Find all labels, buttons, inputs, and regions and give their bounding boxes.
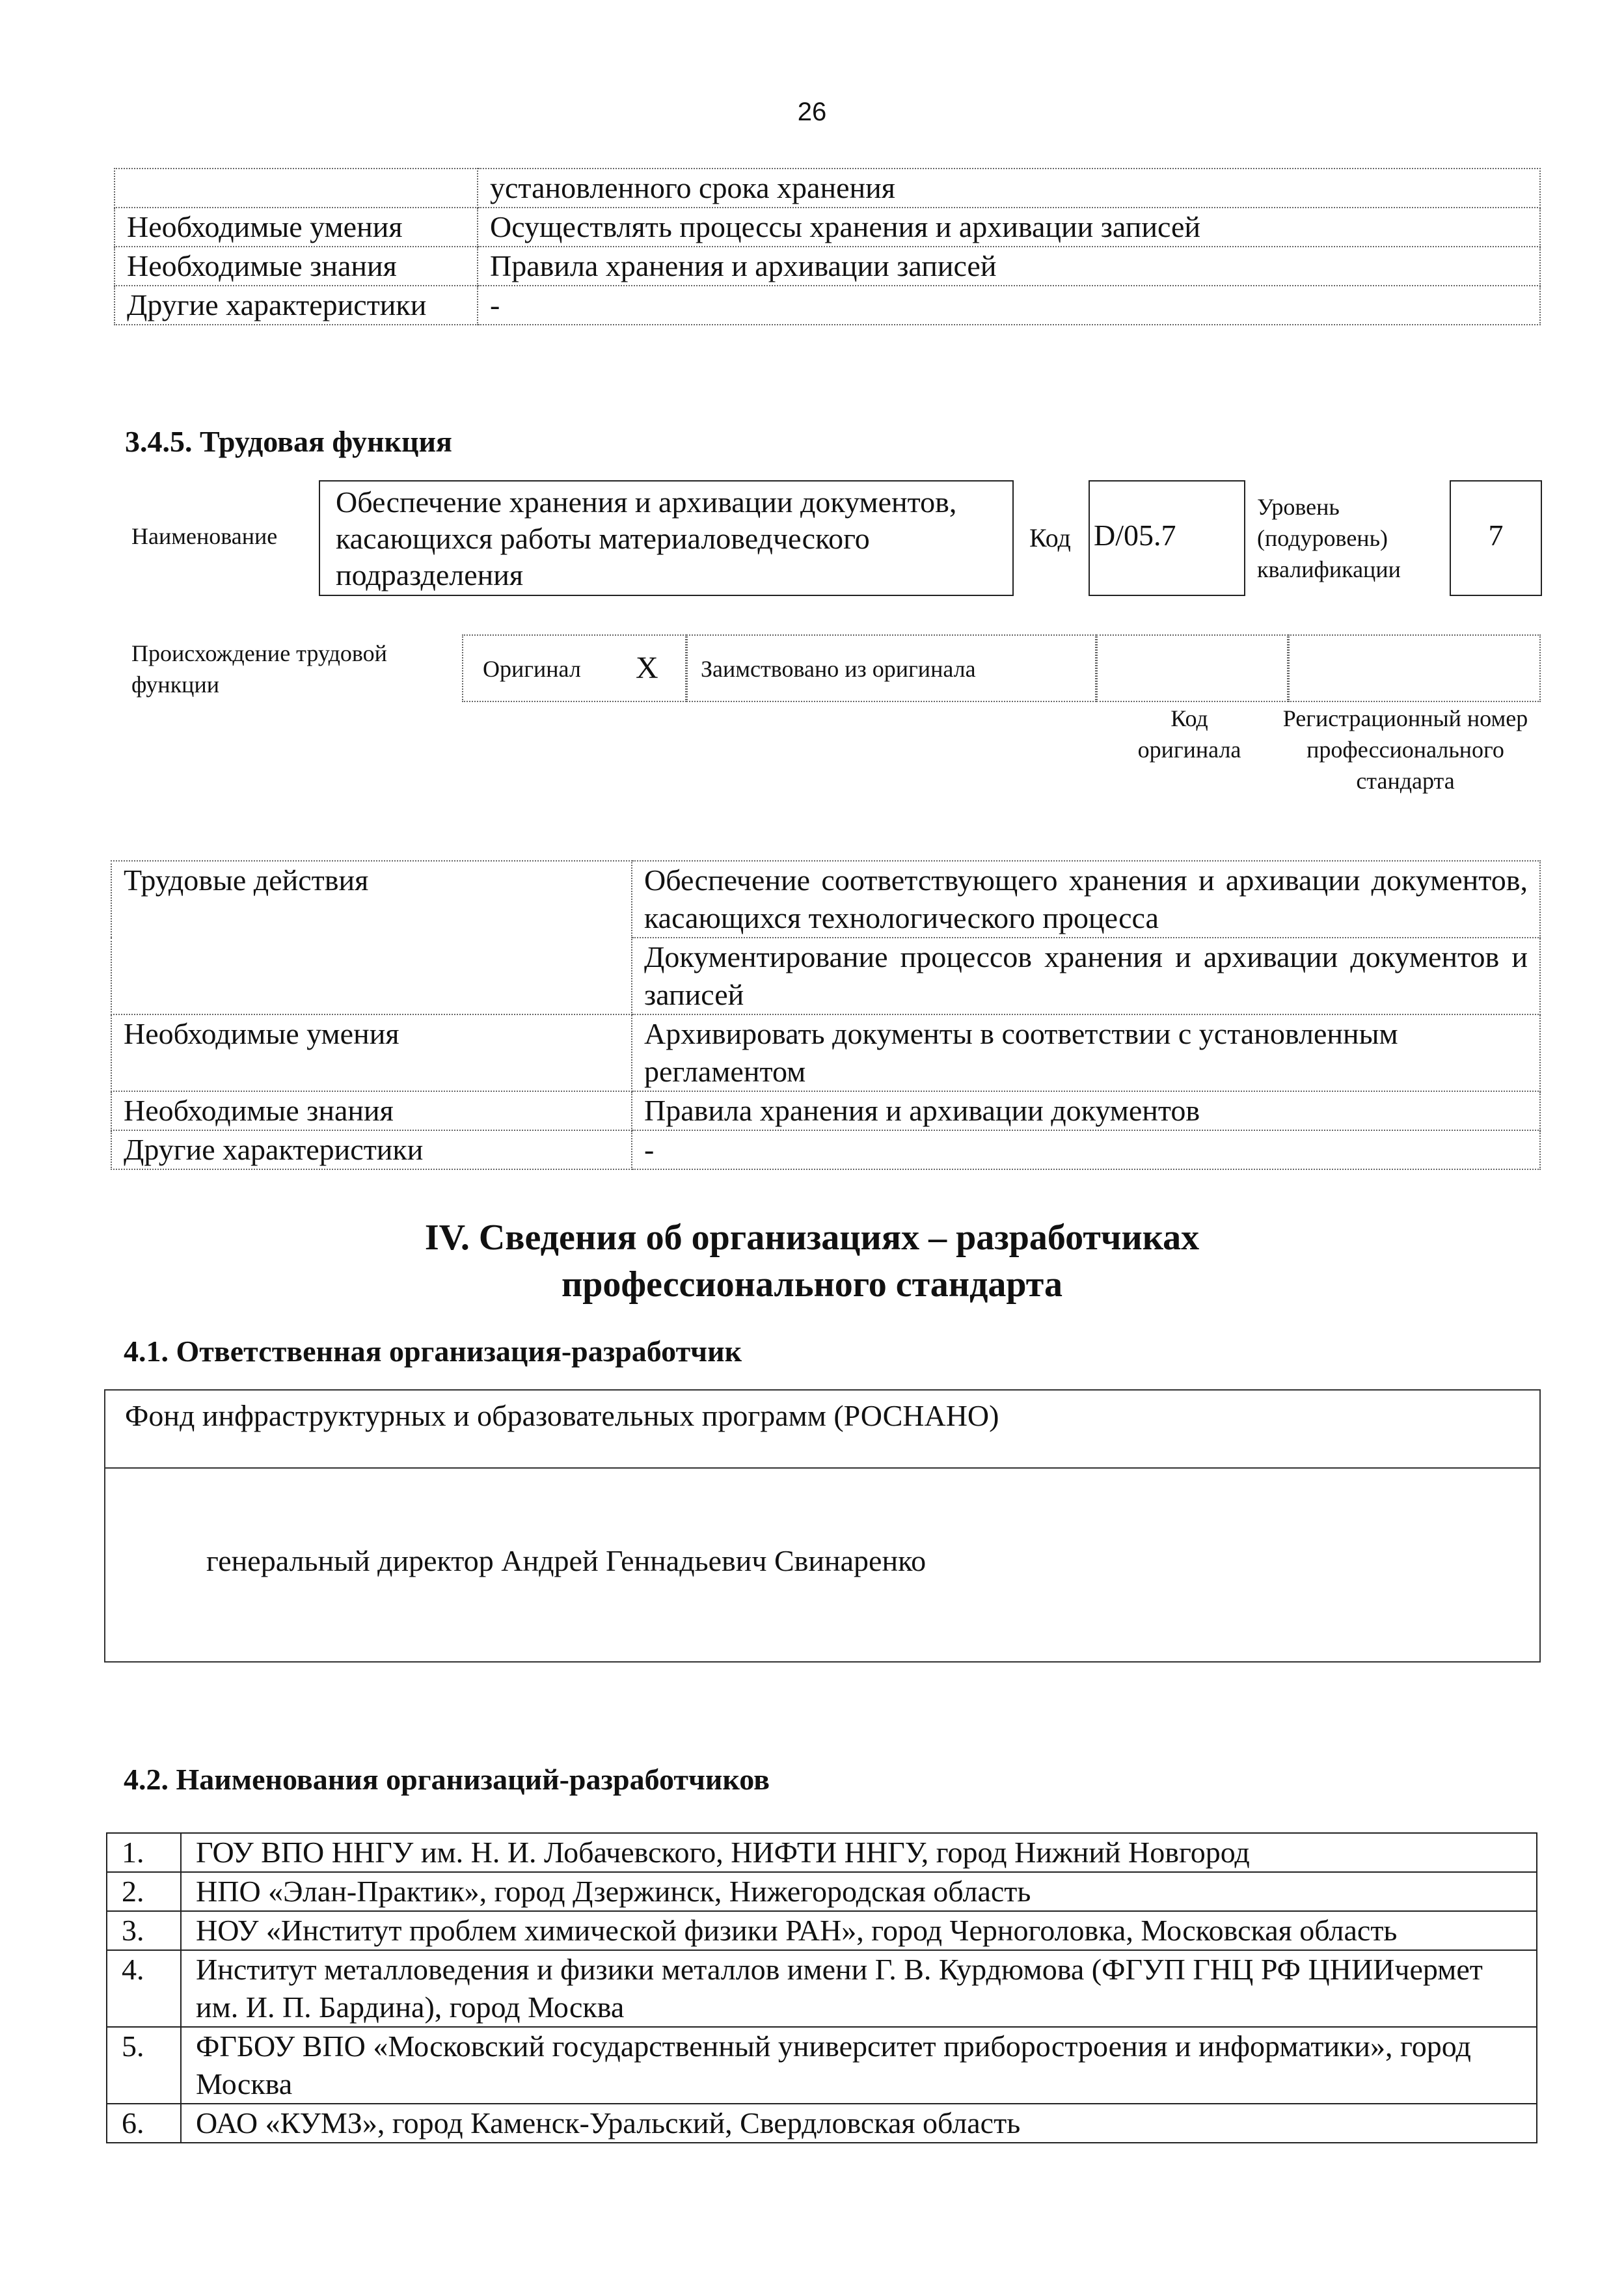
code-box: D/05.7 bbox=[1089, 480, 1245, 596]
row-value: Осуществлять процессы хранения и архивации записей bbox=[478, 208, 1540, 247]
table-row bbox=[115, 286, 1540, 325]
table-row bbox=[107, 1911, 1537, 1950]
table-row bbox=[111, 861, 1540, 938]
action-item: Обеспечение соответствующего хранения и архивации документов, касающихся технологического процесса bbox=[632, 861, 1540, 938]
action-item: Документирование процессов хранения и архивации документов и записей bbox=[632, 938, 1540, 1014]
page-number: 26 bbox=[797, 98, 827, 126]
row-value: установленного срока хранения bbox=[478, 169, 1540, 208]
row-value: Правила хранения и архивации записей bbox=[478, 247, 1540, 286]
org-text: ГОУ ВПО ННГУ им. Н. И. Лобачевского, НИФТИ ННГУ, город Нижний Новгород bbox=[181, 1833, 1537, 1872]
row-value: - bbox=[478, 286, 1540, 325]
knowledge-value: Правила хранения и архивации документов bbox=[632, 1091, 1540, 1130]
origin-label: Происхождение трудовой функции bbox=[131, 640, 387, 698]
level-box: 7 bbox=[1450, 480, 1542, 596]
org-number: 5. bbox=[107, 2027, 181, 2104]
table-row bbox=[115, 208, 1540, 247]
table-row bbox=[111, 1014, 1540, 1091]
row-label bbox=[115, 169, 478, 208]
org-number: 3. bbox=[107, 1911, 181, 1950]
responsible-org-head: генеральный директор Андрей Геннадьевич Свинаренко bbox=[206, 1544, 927, 1577]
section-heading: 4.1. Ответственная организация-разработчик bbox=[124, 1335, 742, 1368]
org-number: 4. bbox=[107, 1950, 181, 2027]
org-text: ФГБОУ ВПО «Московский государственный университет приборостроения и информатики», город Москва bbox=[181, 2027, 1537, 2104]
responsible-org-name-cell bbox=[105, 1391, 1539, 1469]
table-row bbox=[111, 1130, 1540, 1169]
section-iv-title-line2: профессионального стандарта bbox=[562, 1264, 1062, 1305]
function-name-box: Обеспечение хранения и архивации документов, касающихся работы материаловедческого подразделения bbox=[319, 480, 1014, 596]
table-function-details bbox=[111, 860, 1541, 1170]
other-value: - bbox=[632, 1130, 1540, 1169]
actions-label: Трудовые действия bbox=[111, 861, 632, 1014]
origin-reg-cell bbox=[1288, 634, 1541, 702]
section-heading: 4.2. Наименования организаций-разработчиков bbox=[124, 1763, 770, 1796]
org-text: НОУ «Институт проблем химической физики РАН», город Черноголовка, Московская область bbox=[181, 1911, 1537, 1950]
origin-code-cell bbox=[1096, 634, 1288, 702]
section-heading: 3.4.5. Трудовая функция bbox=[125, 425, 452, 458]
origin-original-text: Оригинал bbox=[483, 656, 581, 682]
table-row bbox=[107, 1950, 1537, 2027]
table-row bbox=[115, 169, 1540, 208]
skills-label: Необходимые умения bbox=[111, 1014, 632, 1091]
other-label: Другие характеристики bbox=[111, 1130, 632, 1169]
row-label: Другие характеристики bbox=[115, 286, 478, 325]
table-row bbox=[107, 2104, 1537, 2143]
origin-borrowed-cell bbox=[686, 634, 1096, 702]
skills-value: Архивировать документы в соответствии с установленным регламентом bbox=[632, 1014, 1540, 1091]
section-iv-title bbox=[0, 1214, 1624, 1308]
name-label: Наименование bbox=[131, 523, 278, 549]
org-text: ОАО «КУМЗ», город Каменск-Уральский, Свердловская область bbox=[181, 2104, 1537, 2143]
org-number: 2. bbox=[107, 1872, 181, 1911]
caption-original-code: Код оригинала bbox=[1137, 705, 1241, 763]
org-text: Институт металловедения и физики металлов имени Г. В. Курдюмова (ФГУП ГНЦ РФ ЦНИИчермет им. И. П. Бардина), город Москва bbox=[181, 1950, 1537, 2027]
origin-borrowed-text: Заимствовано из оригинала bbox=[701, 656, 976, 682]
section-iv-title-line1: IV. Сведения об организациях – разработчиках bbox=[424, 1217, 1200, 1258]
knowledge-label: Необходимые знания bbox=[111, 1091, 632, 1130]
table-continued-function bbox=[114, 168, 1541, 325]
level-label: Уровень (подуровень) квалификации bbox=[1257, 494, 1401, 582]
developer-orgs-table bbox=[106, 1832, 1537, 2143]
table-row bbox=[115, 247, 1540, 286]
code-label: Код bbox=[1029, 523, 1071, 552]
org-number: 6. bbox=[107, 2104, 181, 2143]
caption-registration-number: Регистрационный номер профессионального стандарта bbox=[1282, 705, 1528, 794]
table-row bbox=[107, 2027, 1537, 2104]
origin-original-cell bbox=[462, 634, 686, 702]
org-number: 1. bbox=[107, 1833, 181, 1872]
responsible-org-box bbox=[104, 1389, 1541, 1663]
table-row bbox=[107, 1872, 1537, 1911]
row-label: Необходимые знания bbox=[115, 247, 478, 286]
table-row bbox=[111, 1091, 1540, 1130]
origin-row bbox=[462, 634, 1541, 702]
row-label: Необходимые умения bbox=[115, 208, 478, 247]
responsible-org-name: Фонд инфраструктурных и образовательных программ (РОСНАНО) bbox=[125, 1399, 999, 1432]
org-text: НПО «Элан-Практик», город Дзержинск, Нижегородская область bbox=[181, 1872, 1537, 1911]
origin-mark: X bbox=[636, 651, 658, 685]
table-row bbox=[107, 1833, 1537, 1872]
